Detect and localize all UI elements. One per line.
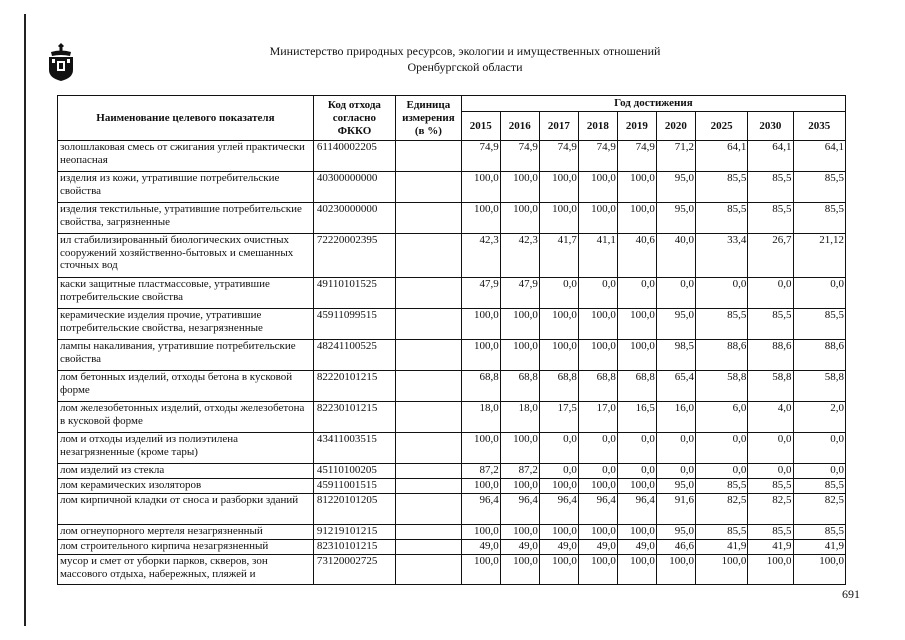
row-value: 47,9 xyxy=(461,278,500,309)
row-value: 41,1 xyxy=(578,234,617,278)
row-waste-code: 45911099515 xyxy=(313,309,395,340)
row-value: 100,0 xyxy=(500,172,539,203)
row-value: 49,0 xyxy=(617,540,656,555)
row-value: 0,0 xyxy=(793,278,845,309)
row-indicator-name: лом керамических изоляторов xyxy=(58,479,314,494)
row-value: 68,8 xyxy=(578,371,617,402)
row-value: 41,7 xyxy=(539,234,578,278)
row-waste-code: 45110100205 xyxy=(313,464,395,479)
row-value: 0,0 xyxy=(748,464,793,479)
row-value: 85,5 xyxy=(793,309,845,340)
row-value: 26,7 xyxy=(748,234,793,278)
row-unit xyxy=(396,172,462,203)
row-value: 96,4 xyxy=(539,494,578,525)
header-year: 2020 xyxy=(656,112,695,141)
row-waste-code: 40230000000 xyxy=(313,203,395,234)
row-value: 0,0 xyxy=(617,464,656,479)
row-value: 100,0 xyxy=(695,555,747,585)
row-value: 49,0 xyxy=(539,540,578,555)
row-value: 0,0 xyxy=(695,433,747,464)
ministry-title-line1: Министерство природных ресурсов, экологии и имущественных отношений xyxy=(269,44,661,58)
row-value: 100,0 xyxy=(539,525,578,540)
row-value: 0,0 xyxy=(793,464,845,479)
row-unit xyxy=(396,464,462,479)
row-value: 0,0 xyxy=(578,464,617,479)
row-waste-code: 45911001515 xyxy=(313,479,395,494)
row-value: 82,5 xyxy=(793,494,845,525)
row-value: 68,8 xyxy=(539,371,578,402)
row-value: 100,0 xyxy=(500,555,539,585)
row-value: 41,9 xyxy=(793,540,845,555)
row-value: 100,0 xyxy=(617,203,656,234)
row-value: 40,6 xyxy=(617,234,656,278)
row-value: 100,0 xyxy=(793,555,845,585)
row-value: 85,5 xyxy=(748,525,793,540)
row-value: 40,0 xyxy=(656,234,695,278)
row-waste-code: 73120002725 xyxy=(313,555,395,585)
row-value: 96,4 xyxy=(500,494,539,525)
row-value: 0,0 xyxy=(793,433,845,464)
row-value: 0,0 xyxy=(748,278,793,309)
row-value: 0,0 xyxy=(748,433,793,464)
row-value: 85,5 xyxy=(793,172,845,203)
row-indicator-name: ил стабилизированный биологических очистных сооружений хозяйственно-бытовых и смешанных сточных вод xyxy=(58,234,314,278)
header-year-group: Год достижения xyxy=(461,96,845,112)
row-value: 0,0 xyxy=(578,278,617,309)
row-value: 85,5 xyxy=(748,172,793,203)
row-indicator-name: мусор и смет от уборки парков, скверов, зон массового отдыха, набережных, пляжей и xyxy=(58,555,314,585)
row-value: 100,0 xyxy=(539,309,578,340)
row-value: 68,8 xyxy=(617,371,656,402)
row-value: 100,0 xyxy=(461,203,500,234)
row-value: 96,4 xyxy=(578,494,617,525)
row-value: 96,4 xyxy=(617,494,656,525)
row-value: 0,0 xyxy=(656,464,695,479)
row-indicator-name: изделия из кожи, утратившие потребительские свойства xyxy=(58,172,314,203)
row-value: 85,5 xyxy=(748,309,793,340)
row-value: 18,0 xyxy=(461,402,500,433)
row-value: 85,5 xyxy=(695,525,747,540)
row-value: 100,0 xyxy=(578,479,617,494)
row-value: 85,5 xyxy=(793,203,845,234)
row-waste-code: 61140002205 xyxy=(313,141,395,172)
row-value: 100,0 xyxy=(617,479,656,494)
row-value: 100,0 xyxy=(617,340,656,371)
row-value: 58,8 xyxy=(748,371,793,402)
row-unit xyxy=(396,433,462,464)
header-year: 2025 xyxy=(695,112,747,141)
row-value: 46,6 xyxy=(656,540,695,555)
row-value: 100,0 xyxy=(461,340,500,371)
row-unit xyxy=(396,309,462,340)
row-value: 88,6 xyxy=(695,340,747,371)
header-year: 2015 xyxy=(461,112,500,141)
row-value: 100,0 xyxy=(617,525,656,540)
row-value: 0,0 xyxy=(695,464,747,479)
row-value: 85,5 xyxy=(793,525,845,540)
row-value: 100,0 xyxy=(539,172,578,203)
page-number: 691 xyxy=(842,587,860,601)
row-waste-code: 40300000000 xyxy=(313,172,395,203)
row-value: 47,9 xyxy=(500,278,539,309)
row-value: 100,0 xyxy=(461,525,500,540)
row-unit xyxy=(396,494,462,525)
row-waste-code: 82310101215 xyxy=(313,540,395,555)
header-year: 2018 xyxy=(578,112,617,141)
row-value: 100,0 xyxy=(617,172,656,203)
row-waste-code: 81220101205 xyxy=(313,494,395,525)
row-value: 64,1 xyxy=(793,141,845,172)
row-value: 100,0 xyxy=(500,479,539,494)
row-indicator-name: лом изделий из стекла xyxy=(58,464,314,479)
row-indicator-name: изделия текстильные, утратившие потребительские свойства, загрязненные xyxy=(58,203,314,234)
row-value: 49,0 xyxy=(500,540,539,555)
row-value: 95,0 xyxy=(656,172,695,203)
row-value: 100,0 xyxy=(578,555,617,585)
row-value: 6,0 xyxy=(695,402,747,433)
row-value: 18,0 xyxy=(500,402,539,433)
row-value: 100,0 xyxy=(461,433,500,464)
row-value: 100,0 xyxy=(539,340,578,371)
row-indicator-name: каски защитные пластмассовые, утратившие потребительские свойства xyxy=(58,278,314,309)
row-value: 41,9 xyxy=(748,540,793,555)
row-value: 100,0 xyxy=(461,172,500,203)
binding-line xyxy=(24,14,26,626)
row-value: 58,8 xyxy=(793,371,845,402)
row-value: 100,0 xyxy=(500,525,539,540)
row-value: 95,0 xyxy=(656,309,695,340)
row-value: 0,0 xyxy=(656,278,695,309)
row-value: 42,3 xyxy=(461,234,500,278)
row-value: 74,9 xyxy=(461,141,500,172)
row-value: 85,5 xyxy=(695,309,747,340)
row-value: 100,0 xyxy=(500,309,539,340)
row-value: 100,0 xyxy=(461,309,500,340)
row-value: 100,0 xyxy=(578,203,617,234)
row-unit xyxy=(396,479,462,494)
row-value: 100,0 xyxy=(500,433,539,464)
row-value: 0,0 xyxy=(617,433,656,464)
row-value: 0,0 xyxy=(656,433,695,464)
header-year: 2030 xyxy=(748,112,793,141)
header-year: 2019 xyxy=(617,112,656,141)
row-value: 64,1 xyxy=(695,141,747,172)
row-indicator-name: лом кирпичной кладки от сноса и разборки зданий xyxy=(58,494,314,525)
ministry-title-line2: Оренбургской области xyxy=(407,60,523,74)
row-value: 96,4 xyxy=(461,494,500,525)
row-value: 17,0 xyxy=(578,402,617,433)
row-value: 100,0 xyxy=(617,555,656,585)
row-value: 100,0 xyxy=(578,172,617,203)
row-value: 16,5 xyxy=(617,402,656,433)
row-value: 85,5 xyxy=(695,172,747,203)
row-value: 0,0 xyxy=(539,433,578,464)
row-value: 88,6 xyxy=(748,340,793,371)
row-value: 100,0 xyxy=(617,309,656,340)
row-value: 85,5 xyxy=(748,203,793,234)
row-value: 100,0 xyxy=(500,203,539,234)
header-year: 2016 xyxy=(500,112,539,141)
header-year: 2017 xyxy=(539,112,578,141)
row-value: 74,9 xyxy=(500,141,539,172)
row-value: 65,4 xyxy=(656,371,695,402)
row-value: 42,3 xyxy=(500,234,539,278)
row-indicator-name: лом железобетонных изделий, отходы железобетона в кусковой форме xyxy=(58,402,314,433)
coat-of-arms-icon xyxy=(46,42,76,82)
row-value: 16,0 xyxy=(656,402,695,433)
row-value: 100,0 xyxy=(500,340,539,371)
row-value: 98,5 xyxy=(656,340,695,371)
row-value: 95,0 xyxy=(656,525,695,540)
row-value: 21,12 xyxy=(793,234,845,278)
row-value: 100,0 xyxy=(578,309,617,340)
row-value: 100,0 xyxy=(539,479,578,494)
row-value: 2,0 xyxy=(793,402,845,433)
row-waste-code: 82230101215 xyxy=(313,402,395,433)
row-value: 85,5 xyxy=(748,479,793,494)
row-indicator-name: золошлаковая смесь от сжигания углей практически неопасная xyxy=(58,141,314,172)
row-value: 95,0 xyxy=(656,479,695,494)
row-unit xyxy=(396,555,462,585)
row-indicator-name: лампы накаливания, утратившие потребительские свойства xyxy=(58,340,314,371)
row-indicator-name: лом строительного кирпича незагрязненный xyxy=(58,540,314,555)
row-unit xyxy=(396,525,462,540)
row-value: 41,9 xyxy=(695,540,747,555)
row-value: 74,9 xyxy=(578,141,617,172)
row-value: 4,0 xyxy=(748,402,793,433)
header-unit: Единица измерения (в %) xyxy=(396,96,462,141)
row-value: 0,0 xyxy=(578,433,617,464)
row-unit xyxy=(396,540,462,555)
row-value: 87,2 xyxy=(461,464,500,479)
row-waste-code: 48241100525 xyxy=(313,340,395,371)
row-unit xyxy=(396,234,462,278)
row-value: 100,0 xyxy=(539,555,578,585)
row-value: 0,0 xyxy=(695,278,747,309)
row-value: 17,5 xyxy=(539,402,578,433)
row-value: 100,0 xyxy=(748,555,793,585)
row-unit xyxy=(396,203,462,234)
row-indicator-name: керамические изделия прочие, утратившие потребительские свойства, незагрязненные xyxy=(58,309,314,340)
row-waste-code: 72220002395 xyxy=(313,234,395,278)
row-value: 100,0 xyxy=(578,525,617,540)
row-value: 68,8 xyxy=(461,371,500,402)
row-value: 85,5 xyxy=(695,203,747,234)
row-value: 91,6 xyxy=(656,494,695,525)
row-unit xyxy=(396,402,462,433)
row-waste-code: 49110101525 xyxy=(313,278,395,309)
row-value: 87,2 xyxy=(500,464,539,479)
row-value: 85,5 xyxy=(695,479,747,494)
row-indicator-name: лом огнеупорного мертеля незагрязненный xyxy=(58,525,314,540)
row-value: 64,1 xyxy=(748,141,793,172)
row-waste-code: 91219101215 xyxy=(313,525,395,540)
row-unit xyxy=(396,141,462,172)
row-unit xyxy=(396,340,462,371)
header-year: 2035 xyxy=(793,112,845,141)
row-value: 100,0 xyxy=(539,203,578,234)
row-indicator-name: лом бетонных изделий, отходы бетона в кусковой форме xyxy=(58,371,314,402)
row-value: 0,0 xyxy=(539,464,578,479)
row-value: 85,5 xyxy=(793,479,845,494)
row-value: 74,9 xyxy=(539,141,578,172)
row-value: 49,0 xyxy=(578,540,617,555)
row-waste-code: 43411003515 xyxy=(313,433,395,464)
header-waste-code: Код отхода согласно ФККО xyxy=(313,96,395,141)
row-value: 0,0 xyxy=(617,278,656,309)
row-indicator-name: лом и отходы изделий из полиэтилена незагрязненные (кроме тары) xyxy=(58,433,314,464)
target-indicators-table xyxy=(57,95,846,585)
row-value: 100,0 xyxy=(578,340,617,371)
row-value: 82,5 xyxy=(695,494,747,525)
row-value: 82,5 xyxy=(748,494,793,525)
header-indicator-name: Наименование целевого показателя xyxy=(58,96,314,141)
row-waste-code: 82220101215 xyxy=(313,371,395,402)
row-value: 95,0 xyxy=(656,203,695,234)
row-value: 68,8 xyxy=(500,371,539,402)
row-value: 0,0 xyxy=(539,278,578,309)
row-value: 74,9 xyxy=(617,141,656,172)
row-value: 100,0 xyxy=(461,555,500,585)
row-value: 88,6 xyxy=(793,340,845,371)
row-value: 100,0 xyxy=(461,479,500,494)
ministry-header xyxy=(200,43,730,75)
row-unit xyxy=(396,278,462,309)
row-value: 100,0 xyxy=(656,555,695,585)
row-value: 33,4 xyxy=(695,234,747,278)
row-value: 49,0 xyxy=(461,540,500,555)
row-unit xyxy=(396,371,462,402)
row-value: 58,8 xyxy=(695,371,747,402)
row-value: 71,2 xyxy=(656,141,695,172)
